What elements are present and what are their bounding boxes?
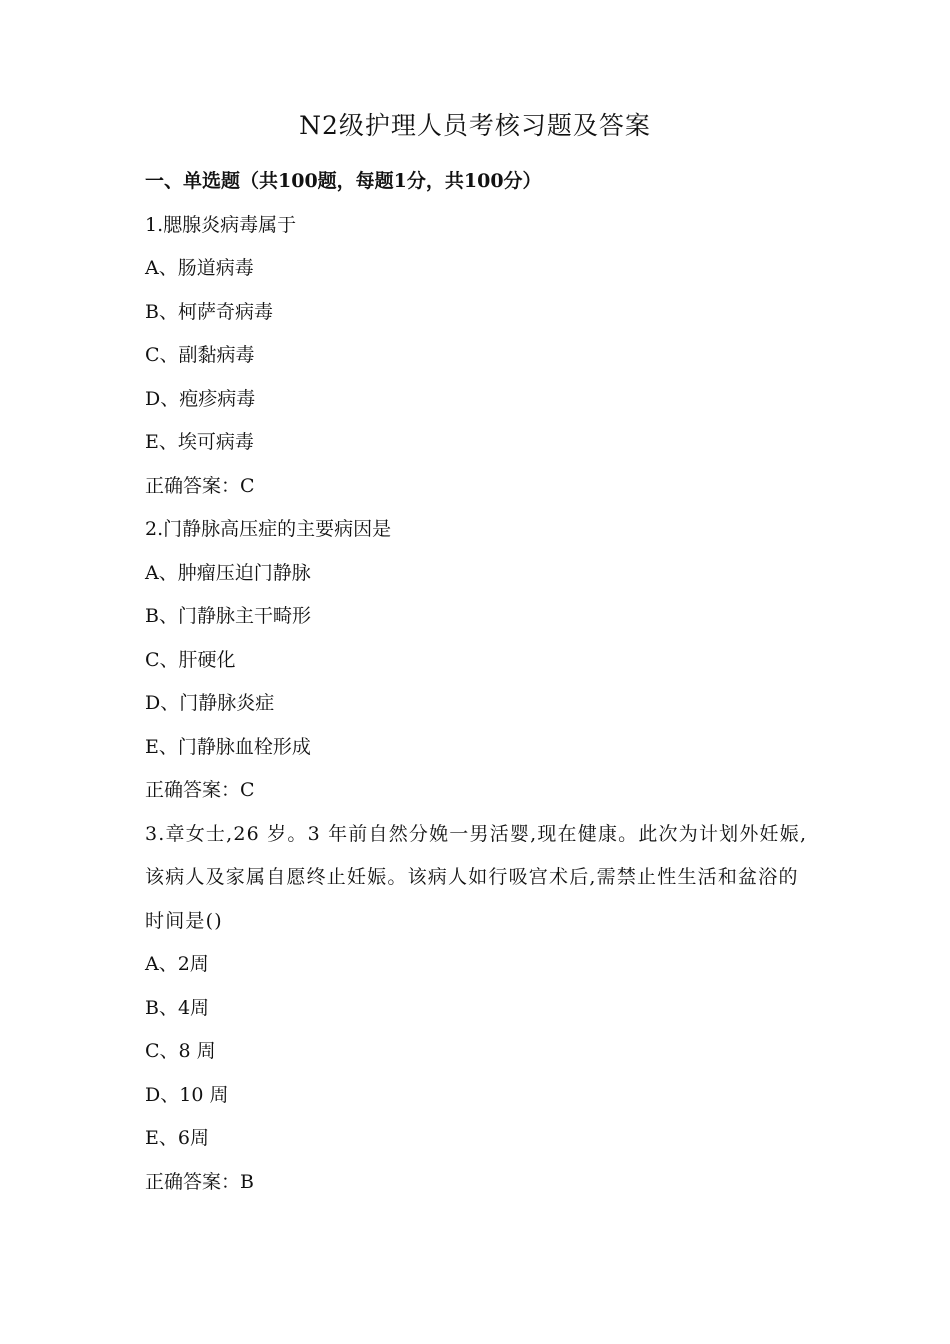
option-c: C、8 周: [145, 1040, 216, 1062]
option-b: B、门静脉主干畸形: [145, 605, 311, 627]
question-stem: 3.章女士,26 岁。3 年前自然分娩一男活婴,现在健康。此次为计划外妊娠,该病人及家属自愿终止妊娠。该病人如行吸宫术后,需禁止性生活和盆浴的时间是(): [145, 822, 808, 932]
question-2: [145, 508, 813, 813]
document-title: N2级护理人员考核习题及答案: [299, 111, 651, 140]
option-b: B、柯萨奇病毒: [145, 300, 273, 323]
option-e: E、6周: [145, 1127, 209, 1149]
section-heading: 一、单选题（共100题，每题1分，共100分）: [145, 170, 542, 192]
question-1: [145, 204, 813, 509]
option-e: E、门静脉血栓形成: [145, 735, 311, 758]
option-d: D、疱疹病毒: [145, 387, 256, 410]
correct-answer: 正确答案：B: [145, 1170, 254, 1193]
question-stem: 2.门静脉高压症的主要病因是: [145, 518, 392, 540]
question-3: [145, 813, 813, 1205]
option-c: C、肝硬化: [145, 648, 236, 671]
option-a: A、肿瘤压迫门静脉: [145, 561, 311, 584]
option-e: E、埃可病毒: [145, 431, 254, 453]
option-a: A、肠道病毒: [145, 257, 254, 279]
document-body: [145, 160, 813, 1204]
option-d: D、10 周: [145, 1083, 229, 1106]
option-c: C、副黏病毒: [145, 344, 255, 366]
option-a: A、2周: [145, 953, 209, 975]
question-stem: 1.腮腺炎病毒属于: [145, 213, 297, 236]
correct-answer: 正确答案：C: [145, 779, 255, 801]
correct-answer: 正确答案：C: [145, 474, 255, 497]
option-d: D、门静脉炎症: [145, 692, 275, 714]
option-b: B、4周: [145, 996, 210, 1019]
